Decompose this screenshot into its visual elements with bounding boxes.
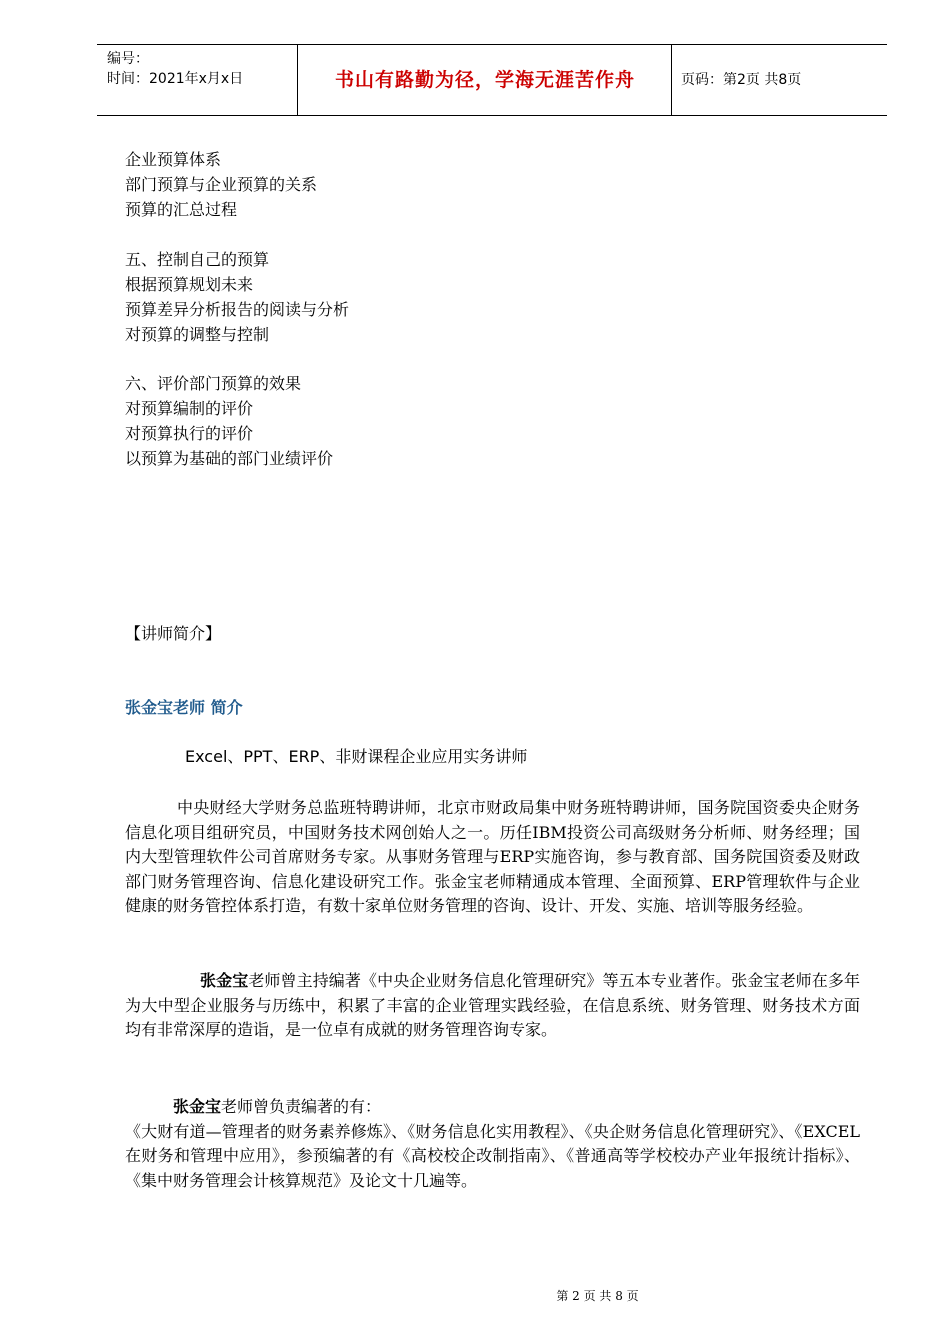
outline-item: 预算的汇总过程 [125, 200, 238, 219]
outline-item: 对预算执行的评价 [125, 424, 254, 443]
publications-paragraph [125, 1095, 860, 1193]
instructor-heading: 张金宝老师 简介 [125, 698, 243, 717]
outline-item: 对预算的调整与控制 [125, 325, 270, 344]
page-header [97, 44, 887, 116]
header-meta [107, 49, 243, 89]
header-divider [671, 45, 672, 115]
outline-item: 对预算编制的评价 [125, 399, 254, 418]
publications-list: 《大财有道—管理者的财务素养修炼》、《财务信息化实用教程》、《央企财务信息化管理研究》、《EXCEL在财务和管理中应用》，参预编著的有《高校校企改制指南》、《普通高等学校校办产业年报统计指标》、《集中财务管理会计核算规范》及论文十几遍等。 [125, 1121, 860, 1190]
header-divider [297, 45, 298, 115]
works-text: 老师曾主持编著《中央企业财务信息化管理研究》等五本专业著作。张金宝老师在多年为大中型企业服务与历练中，积累了丰富的企业管理实践经验，在信息系统、财务管理、财务技术方面均有非常深厚的造诣，是一位卓有成就的财务管理咨询专家。 [125, 971, 860, 1039]
section-title: 六、评价部门预算的效果 [125, 374, 302, 393]
publications-lead: 老师曾负责编著的有： [221, 1097, 382, 1116]
outline-item: 以预算为基础的部门业绩评价 [125, 449, 334, 468]
instructor-role: Excel、PPT、ERP、非财课程企业应用实务讲师 [185, 747, 528, 766]
works-paragraph [125, 969, 860, 1043]
outline-item: 部门预算与企业预算的关系 [125, 175, 318, 194]
header-motto: 书山有路勤为径，学海无涯苦作舟 [334, 69, 635, 91]
outline-item: 根据预算规划未来 [125, 275, 254, 294]
section-title: 五、控制自己的预算 [125, 250, 270, 269]
header-page-info: 页码：第2页 共8页 [681, 72, 802, 88]
bio-paragraph: 中央财经大学财务总监班特聘讲师，北京市财政局集中财务班特聘讲师，国务院国资委央企财务信息化项目组研究员，中国财务技术网创始人之一。历任IBM投资公司高级财务分析师、财务经理；国内大型管理软件公司首席财务专家。从事财务管理与ERP实施咨询，参与教育部、国务院国资委及财政部门财务管理咨询、信息化建设研究工作。张金宝老师精通成本管理、全面预算、ERP管理软件与企业健康的财务管控体系打造，有数十家单位财务管理的咨询、设计、开发、实施、培训等服务经验。 [125, 798, 860, 915]
instructor-name: 张金宝 [173, 1097, 222, 1116]
outline-item: 企业预算体系 [125, 150, 222, 169]
outline-item: 预算差异分析报告的阅读与分析 [125, 300, 350, 319]
number-label: 编号： [107, 51, 149, 67]
instructor-section-label: 【讲师简介】 [125, 624, 222, 643]
time-label: 时间：2021年x月x日 [107, 71, 244, 87]
publications-lead-line [125, 1095, 860, 1120]
page-footer: 第 2 页 共 8 页 [556, 1289, 639, 1303]
instructor-name: 张金宝 [200, 971, 249, 990]
